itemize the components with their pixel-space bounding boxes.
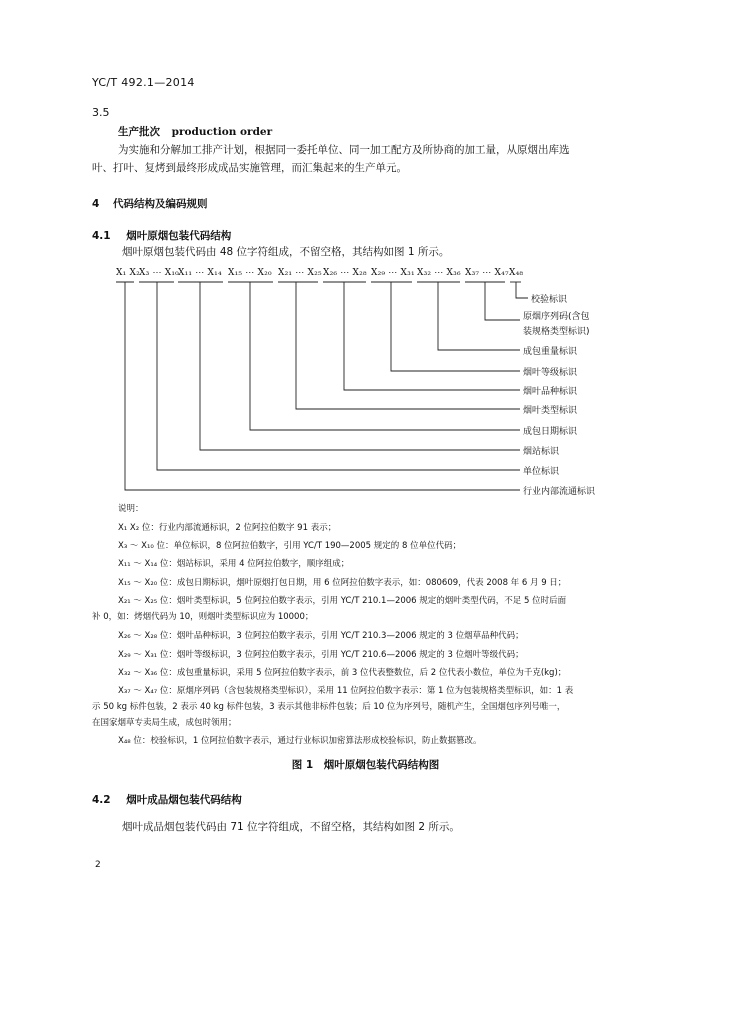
note-line: X₁₁ ～ X₁₄ 位：烟站标识，采用 4 位阿拉伯数字，顺序组成； <box>118 559 350 569</box>
code-segment: X₃₇ ⋯ X₄₇ <box>465 268 509 278</box>
page-number: 2 <box>95 860 101 870</box>
label-weight: 成包重量标识 <box>523 347 578 357</box>
label-sequence-line1: 原烟序列码(含包 <box>523 312 590 322</box>
section-4-number: 4 <box>92 198 100 210</box>
code-segment: X₁₁ ⋯ X₁₄ <box>178 268 222 278</box>
label-check: 校验标识 <box>531 295 568 305</box>
notes-title: 说明： <box>118 504 144 514</box>
section-4-2-number: 4.2 <box>92 794 111 806</box>
connector-industry <box>125 282 520 490</box>
figure1-caption: 图 1 烟叶原烟包装代码结构图 <box>291 759 440 771</box>
term-english: production order <box>171 126 273 138</box>
label-variety: 烟叶品种标识 <box>523 387 578 397</box>
code-segment: X₄₈ <box>509 268 524 278</box>
note-line: 示 50 kg 标件包装，2 表示 40 kg 标件包装，3 表示其他非标件包装；后 10 位为序列号，随机产生，全国烟包序列号唯一， <box>92 702 566 712</box>
section-4-1-number: 4.1 <box>92 230 111 242</box>
label-grade: 烟叶等级标识 <box>523 368 578 378</box>
note-line: X₂₆ ～ X₂₈ 位：烟叶品种标识，3 位阿拉伯数字表示，引用 YC/T 210.3—2006 规定的 3 位烟草品种代码； <box>118 631 524 641</box>
code-segment: X₃ ⋯ X₁₀ <box>139 268 179 278</box>
section-4-title: 代码结构及编码规则 <box>112 198 208 210</box>
connector-variety <box>344 282 520 390</box>
connector-check <box>516 282 528 298</box>
note-line: X₃ ～ X₁₀ 位：单位标识，8 位阿拉伯数字，引用 YC/T 190—2005 规定的 8 位单位代码； <box>118 541 462 551</box>
label-sequence-line2: 装规格类型标识) <box>523 327 590 337</box>
section-4-2-intro: 烟叶成品烟包装代码由 71 位字符组成，不留空格，其结构如图 2 所示。 <box>122 821 460 833</box>
label-date: 成包日期标识 <box>523 427 578 437</box>
connector-date <box>250 282 520 430</box>
section-4-1-title: 烟叶原烟包装代码结构 <box>126 230 232 242</box>
label-industry: 行业内部流通标识 <box>523 487 596 497</box>
note-line: X₃₇ ～ X₄₇ 位：原烟序列码（含包装规格类型标识），采用 11 位阿拉伯数字表示：第 1 位为包装规格类型标识，如：1 表 <box>118 686 574 696</box>
connector-station <box>200 282 520 450</box>
note-line: X₁ X₂ 位：行业内部流通标识，2 位阿拉伯数字 91 表示； <box>118 523 337 533</box>
code-segment: X₁ X₂ <box>116 268 140 278</box>
standard-number: YC/T 492.1—2014 <box>92 76 195 89</box>
clause-3-5-number: 3.5 <box>92 106 110 119</box>
section-4-2-title: 烟叶成品烟包装代码结构 <box>126 794 242 806</box>
connector-weight <box>438 282 520 350</box>
note-line: X₄₈ 位：校验标识，1 位阿拉伯数字表示，通过行业标识加密算法形成校验标识，防止数据篡改。 <box>118 736 482 746</box>
clause-3-5-definition-line2: 叶、打叶、复烤到最终形成成品实施管理，而汇集起来的生产单元。 <box>92 162 407 174</box>
connector-sequence <box>485 282 520 320</box>
code-segment: X₂₉ ⋯ X₃₁ <box>371 268 415 278</box>
clause-3-5-definition-line1: 为实施和分解加工排产计划，根据同一委托单位、同一加工配方及所协商的加工量，从原烟出库选 <box>118 144 570 156</box>
code-segment: X₃₂ ⋯ X₃₆ <box>417 268 461 278</box>
code-segment: X₁₅ ⋯ X₂₀ <box>228 268 272 278</box>
section-4-1-intro: 烟叶原烟包装代码由 48 位字符组成，不留空格，其结构如图 1 所示。 <box>122 246 450 258</box>
label-type: 烟叶类型标识 <box>523 406 578 416</box>
code-segment: X₂₁ ⋯ X₂₅ <box>278 268 322 278</box>
note-line: 补 0，如：烤烟代码为 10，则烟叶类型标识应为 10000； <box>92 612 314 622</box>
connector-unit <box>157 282 520 470</box>
note-line: X₂₉ ～ X₃₁ 位：烟叶等级标识，3 位阿拉伯数字表示，引用 YC/T 210.6—2006 规定的 3 位烟叶等级代码； <box>118 650 524 660</box>
note-line: 在国家烟草专卖局生成，成包时领用； <box>92 718 237 728</box>
label-station: 烟站标识 <box>523 447 560 457</box>
connector-grade <box>391 282 520 371</box>
note-line: X₂₁ ～ X₂₅ 位：烟叶类型标识，5 位阿拉伯数字表示，引用 YC/T 210.1—2006 规定的烟叶类型代码，不足 5 位时后面 <box>118 596 567 606</box>
label-unit: 单位标识 <box>523 467 560 477</box>
term-chinese: 生产批次 <box>118 126 160 138</box>
note-line: X₁₅ ～ X₂₀ 位：成包日期标识，烟叶原烟打包日期，用 6 位阿拉伯数字表示，如：080609，代表 2008 年 6 月 9 日； <box>118 578 567 588</box>
code-segment: X₂₆ ⋯ X₂₈ <box>323 268 367 278</box>
note-line: X₃₂ ～ X₃₆ 位：成包重量标识，采用 5 位阿拉伯数字表示，前 3 位代表整数位，后 2 位代表小数位，单位为千克(kg)； <box>118 668 567 678</box>
section-4-2-heading <box>92 792 242 807</box>
